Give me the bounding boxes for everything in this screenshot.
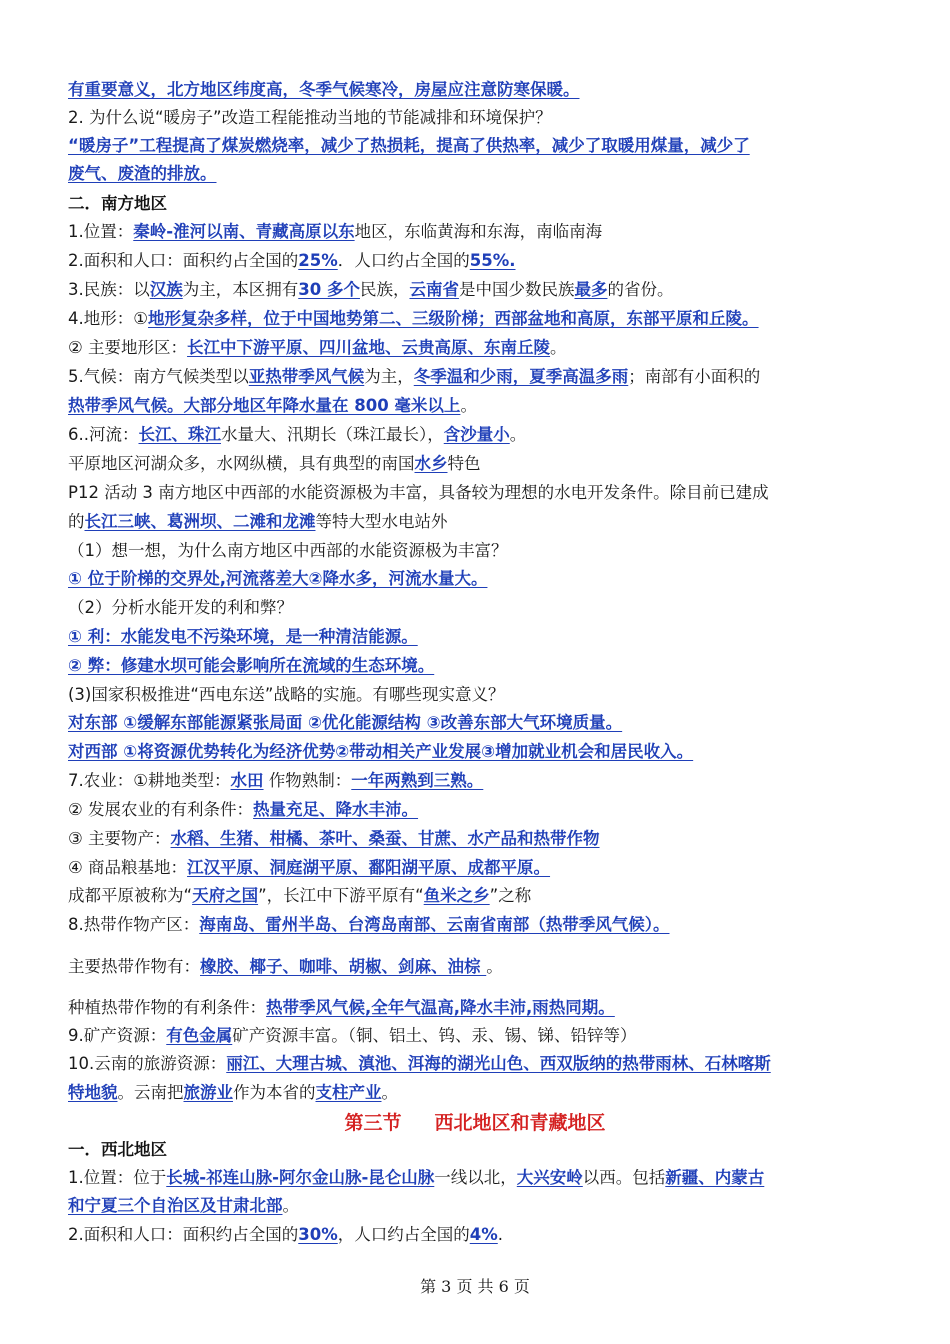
text-line xyxy=(68,567,888,591)
plain-text: 8.热带作物产区： xyxy=(68,915,200,934)
plain-text: 。 xyxy=(460,396,477,415)
page-footer: 第 3 页 共 6 页 xyxy=(420,1277,530,1296)
plain-text: 特色 xyxy=(447,454,481,473)
text-line xyxy=(68,1194,888,1218)
answer-text: 一年两熟到三熟。 xyxy=(351,771,484,790)
plain-text: 。 xyxy=(282,1196,299,1215)
plain-text: 。 xyxy=(381,1083,398,1102)
plain-text: . xyxy=(497,1225,504,1244)
plain-text: 4.地形：① xyxy=(68,309,149,328)
text-line xyxy=(68,134,888,158)
text-line xyxy=(68,683,888,707)
text-line xyxy=(68,955,888,979)
text-line xyxy=(68,711,888,735)
text-line xyxy=(68,481,888,505)
answer-text: 亚热带季风气候 xyxy=(248,367,365,386)
plain-text: ”之称 xyxy=(489,886,532,905)
text-line xyxy=(68,307,888,331)
plain-text: ”，长江中下游平原有“ xyxy=(258,886,424,905)
answer-text: 天府之国 xyxy=(192,886,259,905)
plain-text: 一线以北， xyxy=(434,1168,517,1187)
answer-text: ② 弊：修建水坝可能会影响所在流域的生态环境。 xyxy=(68,656,435,675)
plain-text: ③ 主要物产： xyxy=(68,829,171,848)
plain-text: (3)国家积极推进“西电东送”战略的实施。有哪些现实意义？ xyxy=(68,685,505,704)
plain-text: 。 xyxy=(509,425,527,444)
plain-text: 以西。包括 xyxy=(582,1168,666,1187)
plain-text: 作物熟制： xyxy=(263,771,352,790)
plain-text: 主要热带作物有： xyxy=(68,957,200,976)
answer-text: ① 利：水能发电不污染环境，是一种清洁能源。 xyxy=(68,627,418,646)
plain-text: 的 xyxy=(68,512,85,531)
text-line xyxy=(68,278,888,302)
plain-text: 9.矿产资源： xyxy=(68,1026,167,1045)
plain-text: ② 主要地形区： xyxy=(68,338,188,357)
answer-text: 旅游业 xyxy=(183,1083,233,1102)
answer-text: 长江、珠江 xyxy=(138,425,221,444)
answer-text: 30 多个 xyxy=(298,280,360,299)
answer-text: 55%. xyxy=(469,251,516,270)
plain-text: ④ 商品粮基地： xyxy=(68,858,188,877)
answer-text: 长江三峡、葛洲坝、二滩和龙滩 xyxy=(84,512,316,531)
plain-text: 二．南方地区 xyxy=(68,194,167,213)
answer-text: 对东部 ①缓解东部能源紧张局面 ②优化能源结构 ③改善东部大气环境质量。 xyxy=(68,713,623,732)
text-line xyxy=(68,740,888,764)
text-line xyxy=(68,452,888,476)
plain-text: 为主，本区拥有 xyxy=(182,280,299,299)
text-line xyxy=(68,654,888,678)
text-line xyxy=(68,827,888,851)
answer-text: 特地貌 xyxy=(68,1083,118,1102)
text-line xyxy=(68,510,888,534)
plain-text: ．人口约占全国的 xyxy=(337,251,470,270)
answer-text: 有重要意义，北方地区纬度高，冬季气候寒冷，房屋应注意防寒保暖。 xyxy=(68,80,580,99)
text-line xyxy=(68,106,888,130)
answer-text: 汉族 xyxy=(149,280,183,299)
plain-text: 7.农业：①耕地类型： xyxy=(68,771,231,790)
answer-text: 江汉平原、洞庭湖平原、鄱阳湖平原、成都平原。 xyxy=(187,858,551,877)
text-line xyxy=(68,1138,888,1162)
plain-text: 2.面积和人口：面积约占全国的 xyxy=(68,251,299,270)
answer-text: 4% xyxy=(469,1225,498,1244)
text-line xyxy=(68,249,888,273)
plain-text: 等特大型水电站外 xyxy=(315,512,448,531)
section-title: 第三节 西北地区和青藏地区 xyxy=(344,1112,606,1134)
answer-text: 最多 xyxy=(574,280,608,299)
plain-text: 2.面积和人口：面积约占全国的 xyxy=(68,1225,299,1244)
plain-text: 5.气候：南方气候类型以 xyxy=(68,367,249,386)
plain-text: P12 活动 3 南方地区中西部的水能资源极为丰富，具备较为理想的水电开发条件。除目前已建成 xyxy=(68,483,769,502)
text-line xyxy=(68,220,888,244)
text-line xyxy=(68,884,888,908)
answer-text: 热带季风气候,全年气温高,降水丰沛,雨热同期。 xyxy=(266,998,615,1017)
plain-text: 作为本省的 xyxy=(233,1083,316,1102)
answer-text: 丽江、大理古城、滇池、洱海的湖光山色、西双版纳的热带雨林、石林喀斯 xyxy=(226,1054,771,1073)
plain-text: 1.位置： xyxy=(68,222,134,241)
answer-text: 和宁夏三个自治区及甘肃北部 xyxy=(68,1196,283,1215)
answer-text: 热带季风气候。大部分地区年降水量在 800 毫米以上 xyxy=(68,396,461,415)
text-line xyxy=(68,1024,888,1048)
answer-text: 大兴安岭 xyxy=(516,1168,583,1187)
text-line xyxy=(68,1081,888,1105)
answer-text: 长江中下游平原、四川盆地、云贵高原、东南丘陵 xyxy=(187,338,551,357)
text-line xyxy=(68,78,888,102)
plain-text: 2. 为什么说“暖房子”改造工程能推动当地的节能减排和环境保护？ xyxy=(68,108,552,127)
plain-text: 。 xyxy=(486,957,503,976)
text-line xyxy=(68,394,888,418)
answer-text: 25% xyxy=(298,251,338,270)
text-line xyxy=(68,856,888,880)
plain-text: 。云南把 xyxy=(117,1083,184,1102)
answer-text: 水田 xyxy=(230,771,264,790)
plain-text: ；南部有小面积的 xyxy=(628,367,761,386)
answer-text: 30% xyxy=(298,1225,338,1244)
plain-text: 民族， xyxy=(359,280,410,299)
text-line xyxy=(68,162,888,186)
plain-text: 10.云南的旅游资源： xyxy=(68,1054,227,1073)
answer-text: 秦岭-淮河以南、青藏高原以东 xyxy=(133,222,355,241)
plain-text: 1.位置：位于 xyxy=(68,1168,167,1187)
plain-text: （2）分析水能开发的利和弊？ xyxy=(68,598,293,617)
text-line xyxy=(68,336,888,360)
text-line xyxy=(68,798,888,822)
plain-text: 3.民族：以 xyxy=(68,280,150,299)
text-line xyxy=(68,1223,888,1247)
plain-text: 成都平原被称为“ xyxy=(68,886,193,905)
text-line xyxy=(68,192,888,216)
text-line xyxy=(68,423,888,447)
plain-text: 平原地区河湖众多，水网纵横，具有典型的南国 xyxy=(68,454,415,473)
plain-text: （1）想一想，为什么南方地区中西部的水能资源极为丰富？ xyxy=(68,541,508,560)
answer-text: 海南岛、雷州半岛、台湾岛南部、云南省南部（热带季风气候）。 xyxy=(199,915,670,934)
answer-text: 支柱产业 xyxy=(315,1083,382,1102)
answer-text: 对西部 ①将资源优势转化为经济优势②带动相关产业发展③增加就业机会和居民收入。 xyxy=(68,742,694,761)
text-line xyxy=(68,625,888,649)
plain-text: 矿产资源丰富。（铜、铝土、钨、汞、锡、锑、铅锌等） xyxy=(232,1026,637,1045)
answer-text: ① 位于阶梯的交界处,河流落差大②降水多，河流水量大。 xyxy=(68,569,488,588)
answer-text: 水乡 xyxy=(414,454,448,473)
text-line xyxy=(68,1052,888,1076)
answer-text: 含沙量小 xyxy=(443,425,510,444)
text-line xyxy=(68,1166,888,1190)
text-line xyxy=(68,913,888,937)
answer-text: 鱼米之乡 xyxy=(423,886,490,905)
plain-text: 6..河流： xyxy=(68,425,139,444)
plain-text: 是中国少数民族 xyxy=(458,280,575,299)
answer-text: 有色金属 xyxy=(166,1026,233,1045)
text-line xyxy=(68,996,888,1020)
answer-text: 废气、废渣的排放。 xyxy=(68,164,217,183)
answer-text: “暖房子”工程提高了煤炭燃烧率，减少了热损耗，提高了供热率，减少了取暖用煤量，减少了 xyxy=(68,136,750,155)
plain-text: 一．西北地区 xyxy=(68,1140,167,1159)
answer-text: 冬季温和少雨，夏季高温多雨 xyxy=(413,367,629,386)
plain-text: ② 发展农业的有利条件： xyxy=(68,800,254,819)
plain-text: ，人口约占全国的 xyxy=(337,1225,470,1244)
plain-text: 地区，东临黄海和东海，南临南海 xyxy=(354,222,603,241)
answer-text: 地形复杂多样，位于中国地势第二、三级阶梯；西部盆地和高原，东部平原和丘陵。 xyxy=(148,309,759,328)
answer-text: 水稻、生猪、柑橘、茶叶、桑蚕、甘蔗、水产品和热带作物 xyxy=(170,829,600,848)
plain-text: 水量大、汛期长（珠江最长）， xyxy=(221,425,444,444)
text-line xyxy=(68,365,888,389)
plain-text: 种植热带作物的有利条件： xyxy=(68,998,266,1017)
text-line xyxy=(68,539,888,563)
answer-text: 新疆、内蒙古 xyxy=(665,1168,765,1187)
text-line xyxy=(68,769,888,793)
answer-text: 长城-祁连山脉-阿尔金山脉-昆仑山脉 xyxy=(166,1168,435,1187)
plain-text: 。 xyxy=(550,338,567,357)
answer-text: 橡胶、椰子、咖啡、胡椒、剑麻、油棕 xyxy=(200,957,487,976)
text-line xyxy=(68,596,888,620)
answer-text: 热量充足、降水丰沛。 xyxy=(253,800,419,819)
plain-text: 的省份。 xyxy=(607,280,674,299)
plain-text: 为主， xyxy=(364,367,414,386)
answer-text: 云南省 xyxy=(409,280,459,299)
